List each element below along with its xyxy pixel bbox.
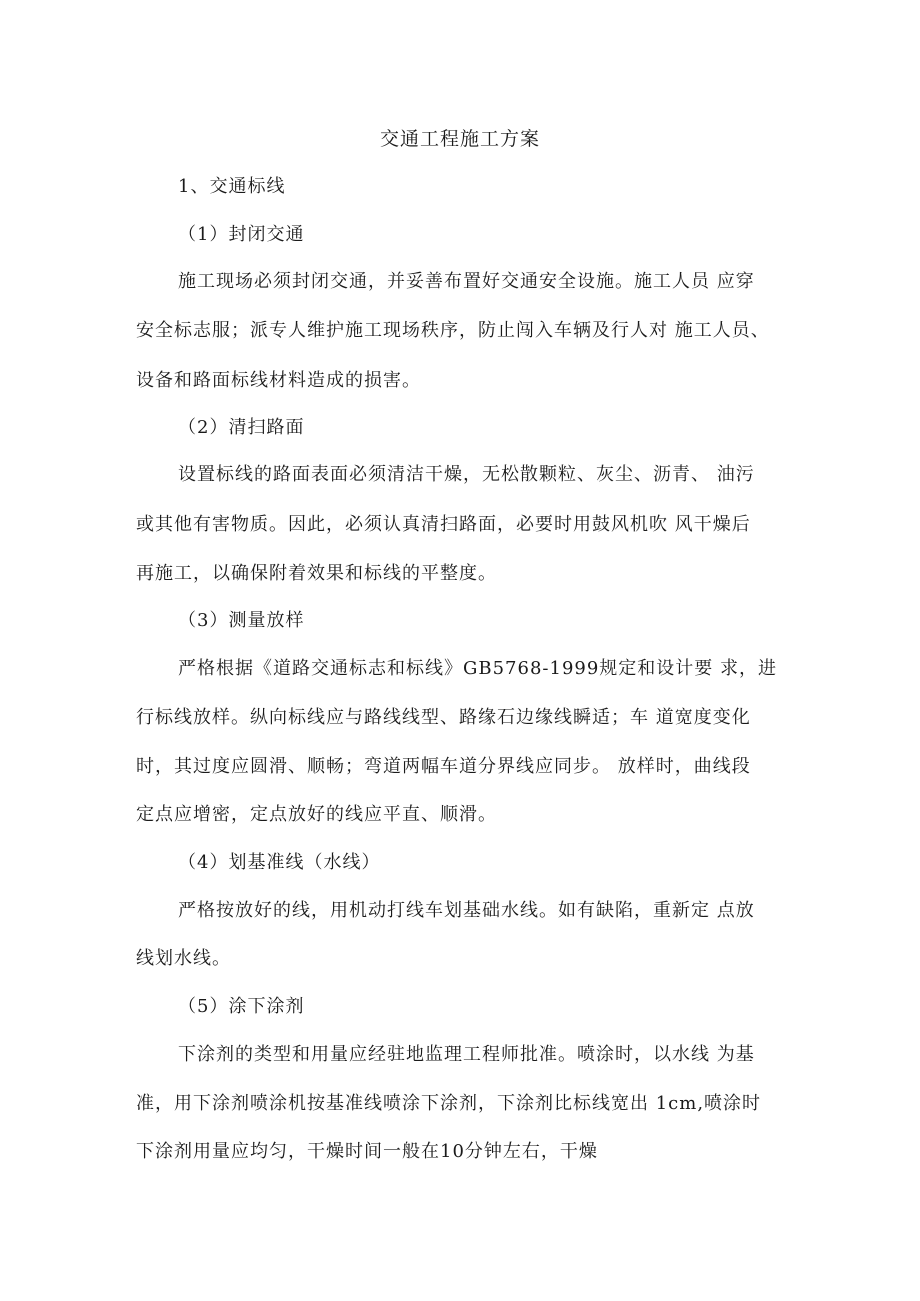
paragraph-line: 定点应增密，定点放好的线应平直、顺滑。 xyxy=(136,804,497,825)
paragraph-line: 严格按放好的线，用机动打线车划基础水线。如有缺陷，重新定 点放 xyxy=(178,900,755,921)
paragraph-line: 严格根据《道路交通标志和标线》GB5768-1999规定和设计要 求，进 xyxy=(178,658,778,679)
paragraph-line: 下涂剂用量应均匀，干燥时间一般在10分钟左右，干燥 xyxy=(136,1141,598,1162)
paragraph-line: 施工现场必须封闭交通，并妥善布置好交通安全设施。施工人员 应穿 xyxy=(178,271,755,292)
paragraph-line: 时，其过度应圆滑、顺畅；弯道两幅车道分界线应同步。 放样时，曲线段 xyxy=(136,756,751,777)
paragraph-line: 设备和路面标线材料造成的损害。 xyxy=(136,370,421,391)
paragraph-line: 设置标线的路面表面必须清洁干燥，无松散颗粒、灰尘、沥青、 油污 xyxy=(178,464,755,485)
section-heading: 1、交通标线 xyxy=(178,176,286,197)
subheading-clean-road: （2）清扫路面 xyxy=(178,417,305,438)
subheading-survey-layout: （3）测量放样 xyxy=(178,610,305,631)
paragraph-line: 准，用下涂剂喷涂机按基准线喷涂下涂剂，下涂剂比标线宽出 1cm,喷涂时 xyxy=(136,1093,762,1114)
subheading-primer: （5）涂下涂剂 xyxy=(178,996,305,1017)
subheading-closed-traffic: （1）封闭交通 xyxy=(178,224,305,245)
paragraph-line: 再施工，以确保附着效果和标线的平整度。 xyxy=(136,563,497,584)
paragraph-line: 线划水线。 xyxy=(136,948,231,969)
paragraph-line: 安全标志服；派专人维护施工现场秩序，防止闯入车辆及行人对 施工人员、 xyxy=(136,320,770,341)
paragraph-line: 行标线放样。纵向标线应与路线线型、路缘石边缘线瞬适；车 道宽度变化 xyxy=(136,707,751,728)
subheading-reference-line: （4）划基准线（水线） xyxy=(178,852,381,873)
paragraph-line: 下涂剂的类型和用量应经驻地监理工程师批准。喷涂时，以水线 为基 xyxy=(178,1044,755,1065)
paragraph-line: 或其他有害物质。因此，必须认真清扫路面，必要时用鼓风机吹 风干燥后 xyxy=(136,514,751,535)
document-title: 交通工程施工方案 xyxy=(379,128,540,150)
